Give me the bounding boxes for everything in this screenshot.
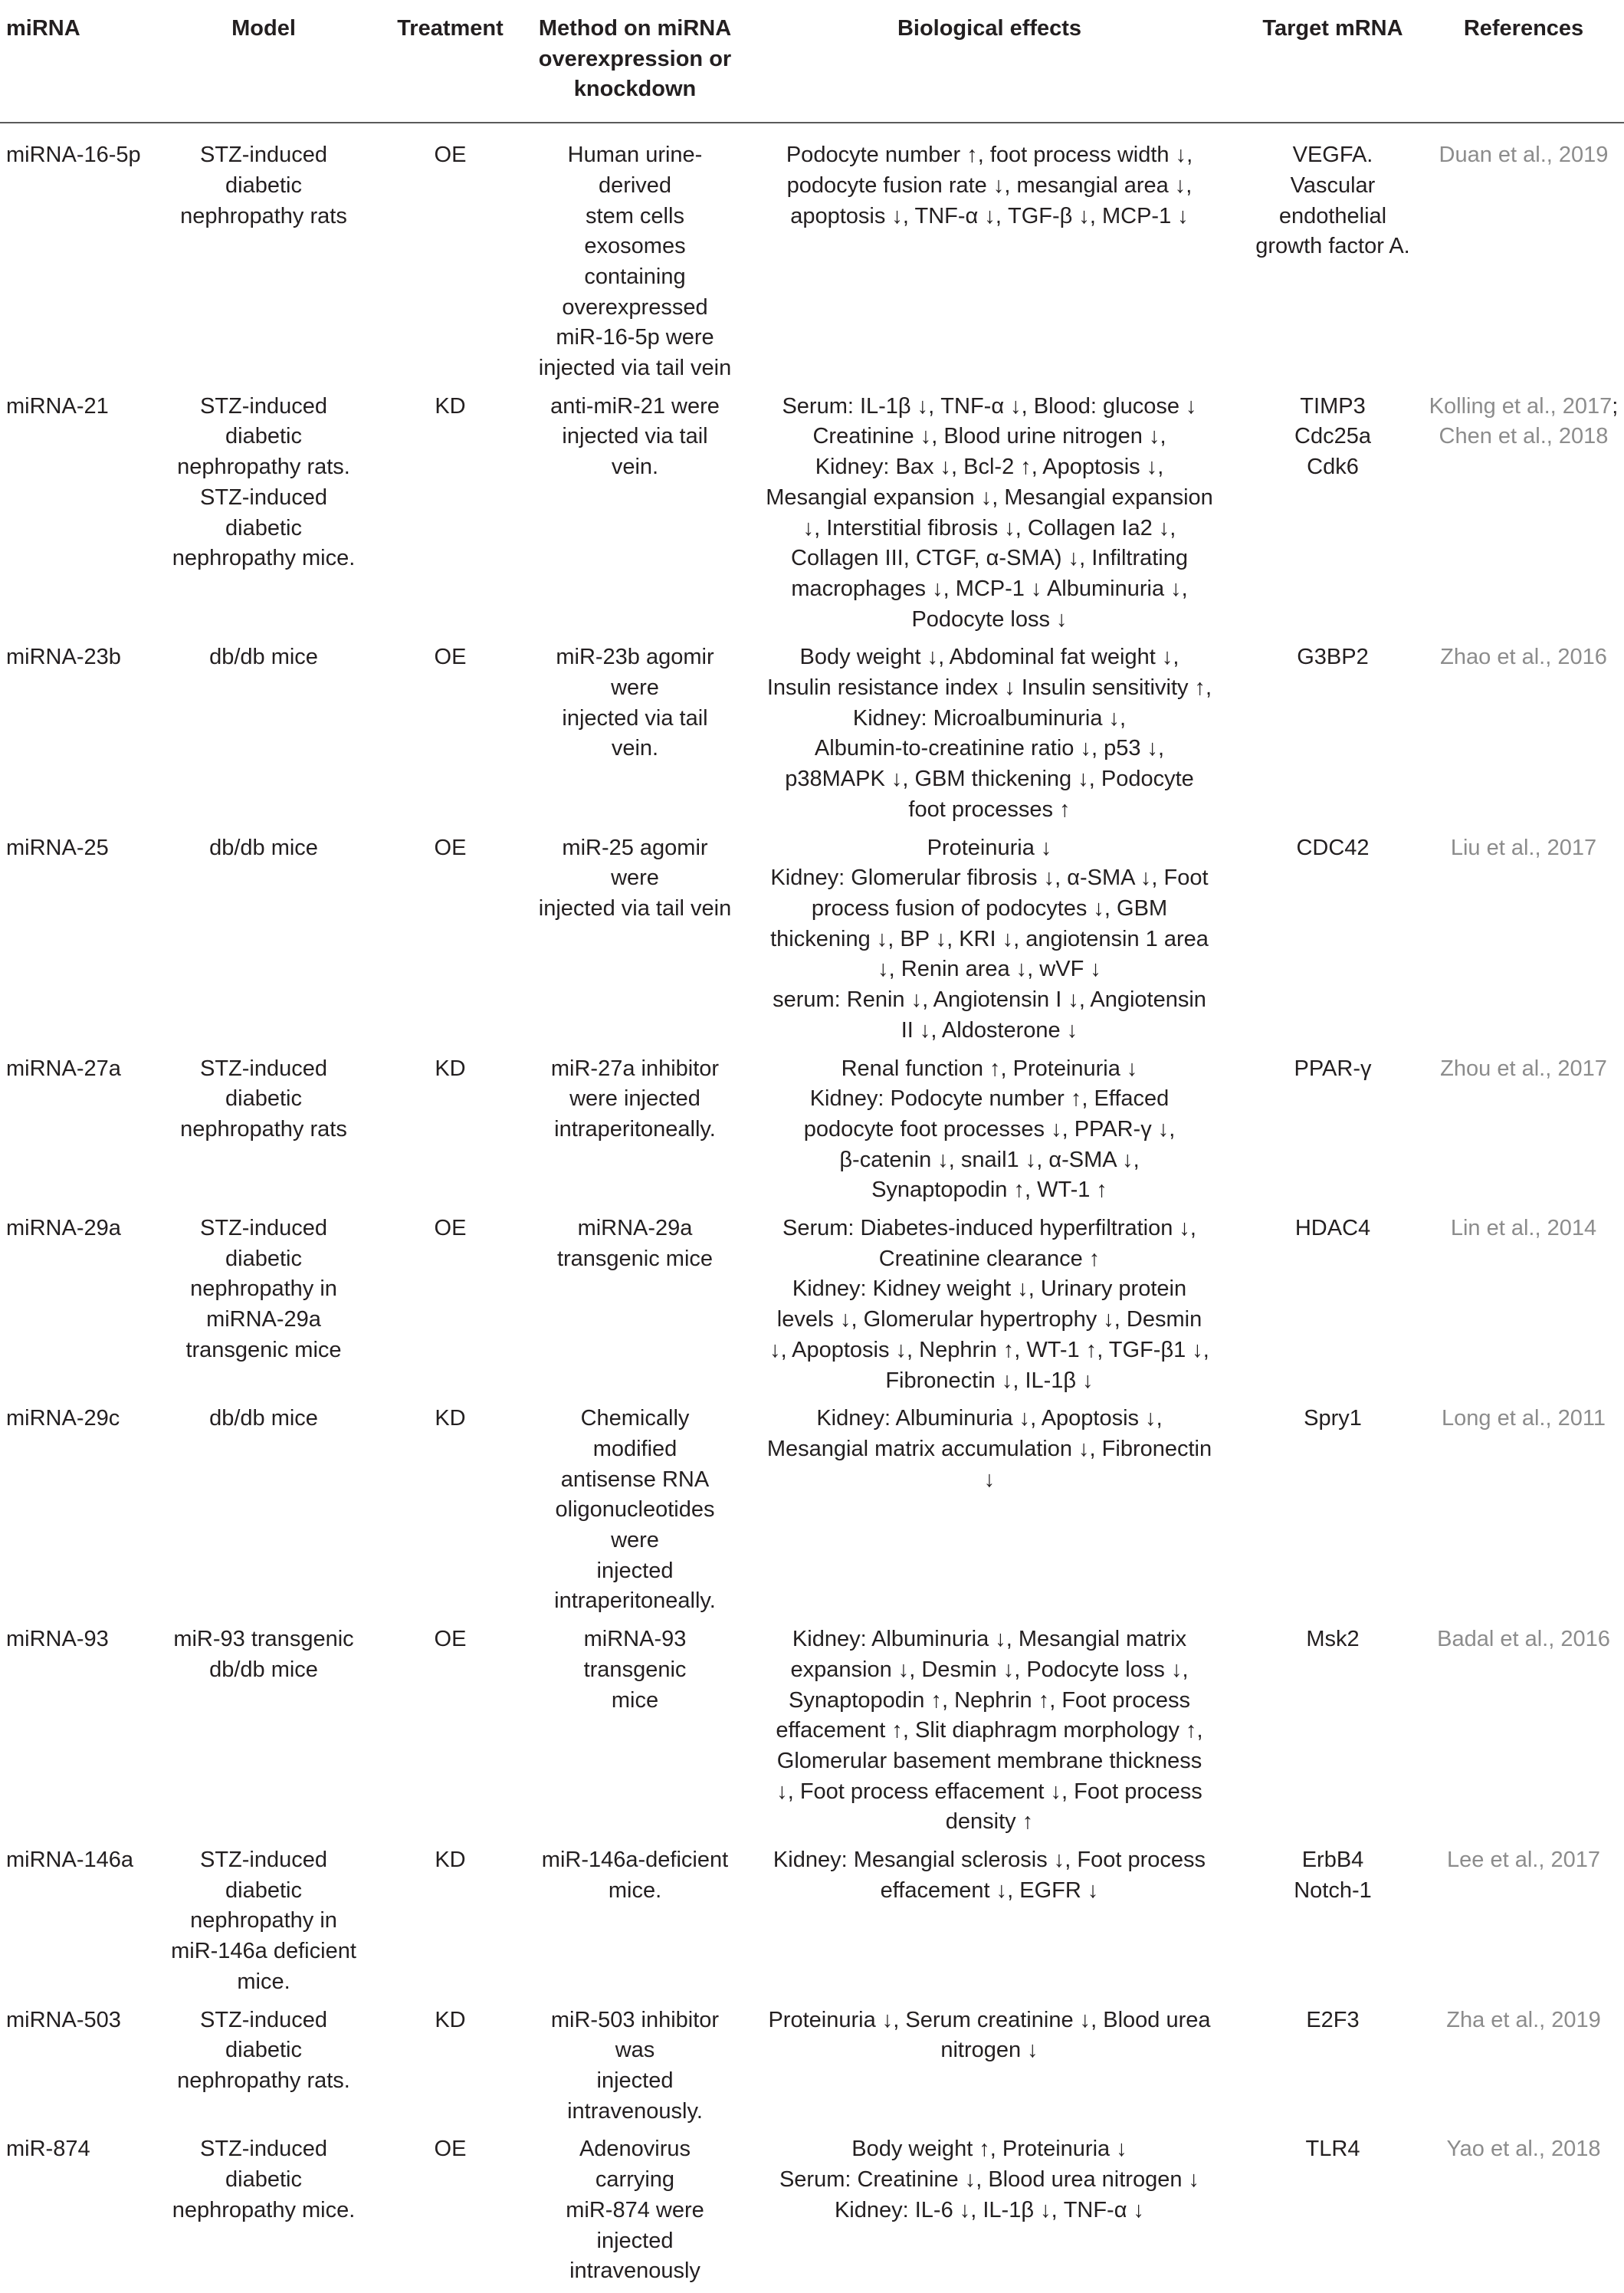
references-cell xyxy=(1423,1623,1624,1844)
effect-line: serum: Renin ↓, Angiotensin I ↓, Angiotensin xyxy=(773,987,1206,1013)
model-line: db/db mice xyxy=(209,835,318,860)
effect-line: thickening ↓, BP ↓, KRI ↓, angiotensin 1 area xyxy=(770,926,1209,951)
mirna-cell: miRNA-29a xyxy=(6,1216,121,1241)
model-line: STZ-induced xyxy=(199,1848,327,1873)
effect-line: nitrogen ↓ xyxy=(940,2038,1038,2063)
effect-line: Kidney: Albuminuria ↓, Apoptosis ↓, xyxy=(816,1406,1163,1431)
effects-cell xyxy=(737,123,1242,390)
method-cell xyxy=(533,2004,737,2134)
target-cell xyxy=(1242,2133,1423,2293)
method-line: overexpressed xyxy=(562,294,708,320)
effect-line: effacement ↓, EGFR ↓ xyxy=(880,1877,1099,1903)
target-line: Notch-1 xyxy=(1294,1877,1372,1903)
table-row xyxy=(0,1212,1624,1402)
model-cell xyxy=(160,1212,367,1402)
method-line: Chemically modified xyxy=(580,1406,690,1461)
model-line: STZ-induced xyxy=(199,1216,327,1241)
model-cell xyxy=(160,2133,367,2293)
method-line: containing xyxy=(584,264,686,289)
method-line: mice. xyxy=(608,1877,662,1903)
method-line: injected via tail vein xyxy=(538,895,732,921)
reference-text[interactable]: Yao et al., 2018 xyxy=(1446,2137,1601,2162)
method-line: transgenic mice xyxy=(556,1246,714,1271)
target-line: Spry1 xyxy=(1304,1406,1362,1431)
effect-line: density ↑ xyxy=(945,1809,1034,1835)
reference-text[interactable]: Liu et al., 2017 xyxy=(1450,835,1597,860)
effect-line: Synaptopodin ↑, Nephrin ↑, Foot process xyxy=(789,1687,1190,1713)
effect-line: foot processes ↑ xyxy=(908,797,1071,822)
model-line: db/db mice xyxy=(209,1406,318,1431)
method-line: Adenovirus carrying xyxy=(579,2137,691,2193)
model-cell xyxy=(160,1623,367,1844)
model-line: diabetic xyxy=(225,2167,302,2193)
header-method xyxy=(533,0,737,123)
effect-line: process fusion of podocytes ↓, GBM xyxy=(811,895,1168,921)
effect-line: Creatinine ↓, Blood urine nitrogen ↓, xyxy=(812,424,1166,449)
model-line: STZ-induced xyxy=(199,143,327,168)
method-line: mice xyxy=(611,1687,659,1713)
references-cell xyxy=(1423,832,1624,1053)
references-cell xyxy=(1423,1212,1624,1402)
target-line: Msk2 xyxy=(1306,1627,1360,1652)
model-line: db/db mice xyxy=(209,645,318,670)
target-line: Cdk6 xyxy=(1307,455,1359,480)
header-method-line: overexpression or xyxy=(538,46,732,71)
effect-line: Body weight ↑, Proteinuria ↓ xyxy=(851,2137,1127,2162)
method-line: injected intravenously. xyxy=(567,2068,703,2124)
reference-separator: ; xyxy=(1612,393,1619,419)
effect-line: Creatinine clearance ↑ xyxy=(878,1246,1101,1271)
method-line: miR-146a-deficient xyxy=(541,1848,729,1873)
effect-line: Kidney: Kidney weight ↓, Urinary protein xyxy=(792,1276,1187,1302)
effect-line: ↓, Interstitial fibrosis ↓, Collagen Ia2 ↓, xyxy=(802,515,1176,540)
model-cell xyxy=(160,390,367,642)
header-method-line: Method on miRNA xyxy=(538,16,732,41)
effects-cell xyxy=(737,1053,1242,1213)
table-row xyxy=(0,1623,1624,1844)
method-cell xyxy=(533,1844,737,2004)
method-line: injected via tail vein. xyxy=(562,705,708,761)
table-row xyxy=(0,390,1624,642)
effects-cell xyxy=(737,2133,1242,2293)
reference-text[interactable]: Kolling et al., 2017 xyxy=(1429,393,1613,419)
mirna-cell: miRNA-27a xyxy=(6,1056,121,1081)
model-line: miRNA-29a xyxy=(206,1307,321,1332)
treatment-cell: KD xyxy=(435,1406,466,1431)
method-cell xyxy=(533,390,737,642)
effect-line: Mesangial matrix accumulation ↓, Fibronectin xyxy=(766,1436,1212,1461)
header-mirna: miRNA xyxy=(0,0,160,123)
model-line: nephropathy mice. xyxy=(172,2197,356,2222)
treatment-cell: OE xyxy=(434,1627,467,1652)
target-line: endothelial xyxy=(1278,203,1387,228)
method-cell xyxy=(533,1623,737,1844)
method-cell xyxy=(533,1212,737,1402)
effect-line: Kidney: IL-6 ↓, IL-1β ↓, TNF-α ↓ xyxy=(834,2197,1145,2222)
references-cell xyxy=(1423,1844,1624,2004)
method-line: miR-16-5p were xyxy=(556,325,714,350)
method-cell xyxy=(533,1053,737,1213)
method-cell xyxy=(533,123,737,390)
target-line: ErbB4 xyxy=(1301,1848,1364,1873)
method-line: antisense RNA xyxy=(560,1467,710,1492)
method-cell xyxy=(533,832,737,1053)
model-line: diabetic xyxy=(225,172,302,198)
target-cell xyxy=(1242,641,1423,831)
reference-link[interactable] xyxy=(1428,1214,1619,1244)
header-row xyxy=(0,0,1624,123)
model-line: diabetic xyxy=(225,424,302,449)
method-line: intraperitoneally. xyxy=(554,1588,716,1614)
effect-line: Kidney: Glomerular fibrosis ↓, α-SMA ↓, Foot xyxy=(770,866,1209,891)
references-cell xyxy=(1423,2004,1624,2134)
effect-line: Serum: Diabetes-induced hyperfiltration ↓, xyxy=(782,1216,1196,1241)
effect-line: β-catenin ↓, snail1 ↓, α-SMA ↓, xyxy=(839,1147,1140,1172)
treatment-cell: OE xyxy=(434,143,467,168)
model-line: STZ-induced xyxy=(199,393,327,419)
target-line: G3BP2 xyxy=(1297,645,1369,670)
header-method-line: knockdown xyxy=(573,77,697,102)
effect-line: ↓ xyxy=(983,1467,996,1492)
effect-line: effacement ↑, Slit diaphragm morphology ↑, xyxy=(776,1718,1203,1743)
effect-line: Kidney: Mesangial sclerosis ↓, Foot process xyxy=(773,1848,1206,1873)
target-cell xyxy=(1242,390,1423,642)
reference-text[interactable]: Zhou et al., 2017 xyxy=(1440,1056,1607,1081)
effects-cell xyxy=(737,641,1242,831)
reference-link[interactable] xyxy=(1428,140,1619,171)
treatment-cell: KD xyxy=(435,1056,466,1081)
effect-line: Fibronectin ↓, IL-1β ↓ xyxy=(885,1368,1094,1393)
method-line: miRNA-93 transgenic xyxy=(583,1627,687,1682)
target-line: CDC42 xyxy=(1296,835,1370,860)
effect-line: apoptosis ↓, TNF-α ↓, TGF-β ↓, MCP-1 ↓ xyxy=(790,203,1189,228)
method-line: anti-miR-21 were xyxy=(550,393,720,419)
effects-cell xyxy=(737,1212,1242,1402)
method-line: injected via tail vein. xyxy=(562,424,708,480)
effect-line: Insulin resistance index ↓ Insulin sensitivity ↑, xyxy=(766,675,1212,701)
target-cell xyxy=(1242,1212,1423,1402)
table-row xyxy=(0,1053,1624,1213)
target-cell xyxy=(1242,123,1423,390)
model-line: nephropathy rats xyxy=(180,1116,347,1142)
mirna-cell: miRNA-503 xyxy=(6,2007,121,2032)
effect-line: Mesangial expansion ↓, Mesangial expansion xyxy=(766,485,1213,510)
model-line: nephropathy rats. xyxy=(177,2068,350,2093)
effect-line: ↓, Foot process effacement ↓, Foot process xyxy=(776,1779,1202,1804)
reference-link[interactable] xyxy=(1428,1624,1619,1655)
effect-line: Kidney: Microalbuminuria ↓, xyxy=(852,705,1127,731)
model-line: miR-93 transgenic xyxy=(173,1627,354,1652)
model-line: diabetic xyxy=(225,515,302,540)
header-treatment: Treatment xyxy=(367,0,533,123)
method-cell xyxy=(533,2133,737,2293)
table-body xyxy=(0,123,1624,2293)
reference-text[interactable]: Chen et al., 2018 xyxy=(1439,424,1609,449)
effect-line: podocyte foot processes ↓, PPAR-γ ↓, xyxy=(803,1116,1176,1142)
model-line: mice. xyxy=(237,1969,290,1994)
effect-line: Synaptopodin ↑, WT-1 ↑ xyxy=(871,1178,1107,1203)
model-cell xyxy=(160,641,367,831)
effect-line: Serum: IL-1β ↓, TNF-α ↓, Blood: glucose ↓ xyxy=(782,393,1197,419)
target-line: HDAC4 xyxy=(1294,1216,1371,1241)
header-refs: References xyxy=(1423,0,1624,123)
table-row xyxy=(0,2004,1624,2134)
effects-cell xyxy=(737,1844,1242,2004)
model-cell xyxy=(160,1844,367,2004)
effect-line: Collagen III, CTGF, α-SMA) ↓, Infiltrating xyxy=(791,546,1188,571)
effect-line: p38MAPK ↓, GBM thickening ↓, Podocyte xyxy=(785,767,1194,792)
table-row xyxy=(0,123,1624,390)
effect-line: II ↓, Aldosterone ↓ xyxy=(901,1017,1078,1043)
mirna-cell: miRNA-25 xyxy=(6,835,109,860)
effects-cell xyxy=(737,2004,1242,2134)
reference-text[interactable]: Long et al., 2011 xyxy=(1442,1406,1606,1431)
target-cell xyxy=(1242,1623,1423,1844)
effect-line: podocyte fusion rate ↓, mesangial area ↓, xyxy=(786,172,1193,198)
effects-cell xyxy=(737,1402,1242,1623)
method-line: miR-27a inhibitor xyxy=(550,1056,720,1081)
model-line: nephropathy mice. xyxy=(172,546,356,571)
target-line: growth factor A. xyxy=(1255,234,1410,259)
treatment-cell: OE xyxy=(434,2137,467,2162)
references-cell xyxy=(1423,1402,1624,1623)
references-cell xyxy=(1423,1053,1624,1213)
method-cell xyxy=(533,1402,737,1623)
reference-link[interactable] xyxy=(1428,392,1619,422)
references-cell xyxy=(1423,2133,1624,2293)
model-line: miR-146a deficient xyxy=(171,1939,356,1964)
reference-text[interactable]: Lee et al., 2017 xyxy=(1447,1848,1600,1873)
effect-line: expansion ↓, Desmin ↓, Podocyte loss ↓, xyxy=(790,1657,1189,1682)
references-cell xyxy=(1423,641,1624,831)
method-line: were injected xyxy=(569,1086,700,1112)
target-line: VEGFA. xyxy=(1292,143,1373,168)
method-line: injected xyxy=(596,1558,674,1583)
treatment-cell: OE xyxy=(434,835,467,860)
method-line: miR-503 inhibitor was xyxy=(550,2007,720,2063)
target-line: Cdc25a xyxy=(1294,424,1371,449)
model-line: nephropathy rats xyxy=(180,203,347,228)
header-model: Model xyxy=(160,0,367,123)
target-cell xyxy=(1242,1402,1423,1623)
model-cell xyxy=(160,2004,367,2134)
model-line: diabetic xyxy=(225,1246,302,1271)
target-line: TLR4 xyxy=(1305,2137,1360,2162)
effects-cell xyxy=(737,390,1242,642)
model-line: nephropathy in xyxy=(190,1276,337,1302)
effects-cell xyxy=(737,1623,1242,1844)
references-cell xyxy=(1423,123,1624,390)
reference-text[interactable]: Lin et al., 2014 xyxy=(1450,1216,1597,1241)
method-line: miR-23b agomir were xyxy=(556,645,714,701)
effect-line: ↓, Apoptosis ↓, Nephrin ↑, WT-1 ↑, TGF-β1 ↓, xyxy=(769,1337,1209,1362)
model-cell xyxy=(160,832,367,1053)
header-effects: Biological effects xyxy=(737,0,1242,123)
mirna-cell: miRNA-29c xyxy=(6,1406,120,1431)
effect-line: Kidney: Bax ↓, Bcl-2 ↑, Apoptosis ↓, xyxy=(815,455,1164,480)
effect-line: Renal function ↑, Proteinuria ↓ xyxy=(841,1056,1138,1081)
target-cell xyxy=(1242,1053,1423,1213)
treatment-cell: KD xyxy=(435,393,466,419)
effect-line: Body weight ↓, Abdominal fat weight ↓, xyxy=(799,645,1179,670)
table-row xyxy=(0,1844,1624,2004)
effects-cell xyxy=(737,832,1242,1053)
model-cell xyxy=(160,1053,367,1213)
header-target: Target mRNA xyxy=(1242,0,1423,123)
model-line: nephropathy rats. xyxy=(177,455,350,480)
reference-link[interactable] xyxy=(1428,642,1619,673)
mirna-cell: miRNA-16-5p xyxy=(6,143,141,168)
target-line: PPAR-γ xyxy=(1294,1056,1372,1081)
model-line: STZ-induced xyxy=(199,485,327,510)
reference-link[interactable] xyxy=(1428,1054,1619,1085)
reference-text[interactable]: Duan et al., 2019 xyxy=(1439,143,1609,168)
table-row xyxy=(0,1402,1624,1623)
effect-line: levels ↓, Glomerular hypertrophy ↓, Desmin xyxy=(776,1307,1202,1332)
effect-line: Kidney: Albuminuria ↓, Mesangial matrix xyxy=(792,1627,1187,1652)
effect-line: Albumin-to-creatinine ratio ↓, p53 ↓, xyxy=(814,736,1165,761)
method-line: injected intravenously xyxy=(569,2228,700,2284)
reference-text[interactable]: Badal et al., 2016 xyxy=(1437,1627,1610,1652)
reference-link[interactable] xyxy=(1428,1404,1619,1434)
mirna-cell: miRNA-21 xyxy=(6,393,109,419)
model-line: diabetic xyxy=(225,1877,302,1903)
effect-line: Kidney: Podocyte number ↑, Effaced xyxy=(809,1086,1170,1112)
target-line: TIMP3 xyxy=(1300,393,1366,419)
mirna-cell: miRNA-93 xyxy=(6,1627,109,1652)
model-line: STZ-induced xyxy=(199,2007,327,2032)
treatment-cell: OE xyxy=(434,645,467,670)
model-line: STZ-induced xyxy=(199,1056,327,1081)
model-line: db/db mice xyxy=(209,1657,318,1682)
treatment-cell: KD xyxy=(435,1848,466,1873)
method-line: intraperitoneally. xyxy=(554,1116,716,1142)
reference-link[interactable] xyxy=(1428,833,1619,864)
model-line: nephropathy in xyxy=(190,1908,337,1933)
model-line: diabetic xyxy=(225,1086,302,1112)
model-line: transgenic mice xyxy=(185,1337,342,1362)
mirna-cell: miRNA-146a xyxy=(6,1848,133,1873)
model-cell xyxy=(160,123,367,390)
treatment-cell: KD xyxy=(435,2007,466,2032)
reference-text[interactable]: Zhao et al., 2016 xyxy=(1440,645,1607,670)
model-cell xyxy=(160,1402,367,1623)
effect-line: Podocyte number ↑, foot process width ↓, xyxy=(786,143,1193,168)
method-line: stem cells exosomes xyxy=(584,203,686,259)
target-cell xyxy=(1242,1844,1423,2004)
effect-line: Glomerular basement membrane thickness xyxy=(776,1748,1202,1773)
method-line: miRNA-29a xyxy=(577,1216,693,1241)
effect-line: Serum: Creatinine ↓, Blood urea nitrogen ↓ xyxy=(779,2167,1200,2193)
mirna-cell: miR-874 xyxy=(6,2137,90,2162)
target-line: E2F3 xyxy=(1306,2007,1360,2032)
method-line: miR-25 agomir were xyxy=(562,835,708,891)
table-row xyxy=(0,2133,1624,2293)
model-line: STZ-induced xyxy=(199,2137,327,2162)
reference-text[interactable]: Zha et al., 2019 xyxy=(1446,2007,1601,2032)
effect-line: Podocyte loss ↓ xyxy=(911,606,1068,632)
table-row xyxy=(0,641,1624,831)
target-line: Vascular xyxy=(1290,172,1376,198)
effect-line: Proteinuria ↓ xyxy=(927,835,1052,860)
effect-line: macrophages ↓, MCP-1 ↓ Albuminuria ↓, xyxy=(791,576,1188,601)
method-line: Human urine-derived xyxy=(567,143,703,198)
table-row xyxy=(0,832,1624,1053)
target-cell xyxy=(1242,2004,1423,2134)
target-cell xyxy=(1242,832,1423,1053)
mirna-cell: miRNA-23b xyxy=(6,645,121,670)
method-line: injected via tail vein xyxy=(538,356,732,381)
reference-link[interactable] xyxy=(1428,2134,1619,2165)
references-cell xyxy=(1423,390,1624,642)
effect-line: ↓, Renin area ↓, wVF ↓ xyxy=(878,957,1101,982)
method-cell xyxy=(533,641,737,831)
reference-link[interactable] xyxy=(1428,2006,1619,2036)
reference-link[interactable] xyxy=(1428,422,1619,452)
model-line: diabetic xyxy=(225,2038,302,2063)
effect-line: Proteinuria ↓, Serum creatinine ↓, Blood urea xyxy=(768,2007,1211,2032)
method-line: oligonucleotides were xyxy=(555,1497,715,1553)
treatment-cell: OE xyxy=(434,1216,467,1241)
reference-link[interactable] xyxy=(1428,1845,1619,1876)
method-line: miR-874 were xyxy=(566,2197,704,2222)
